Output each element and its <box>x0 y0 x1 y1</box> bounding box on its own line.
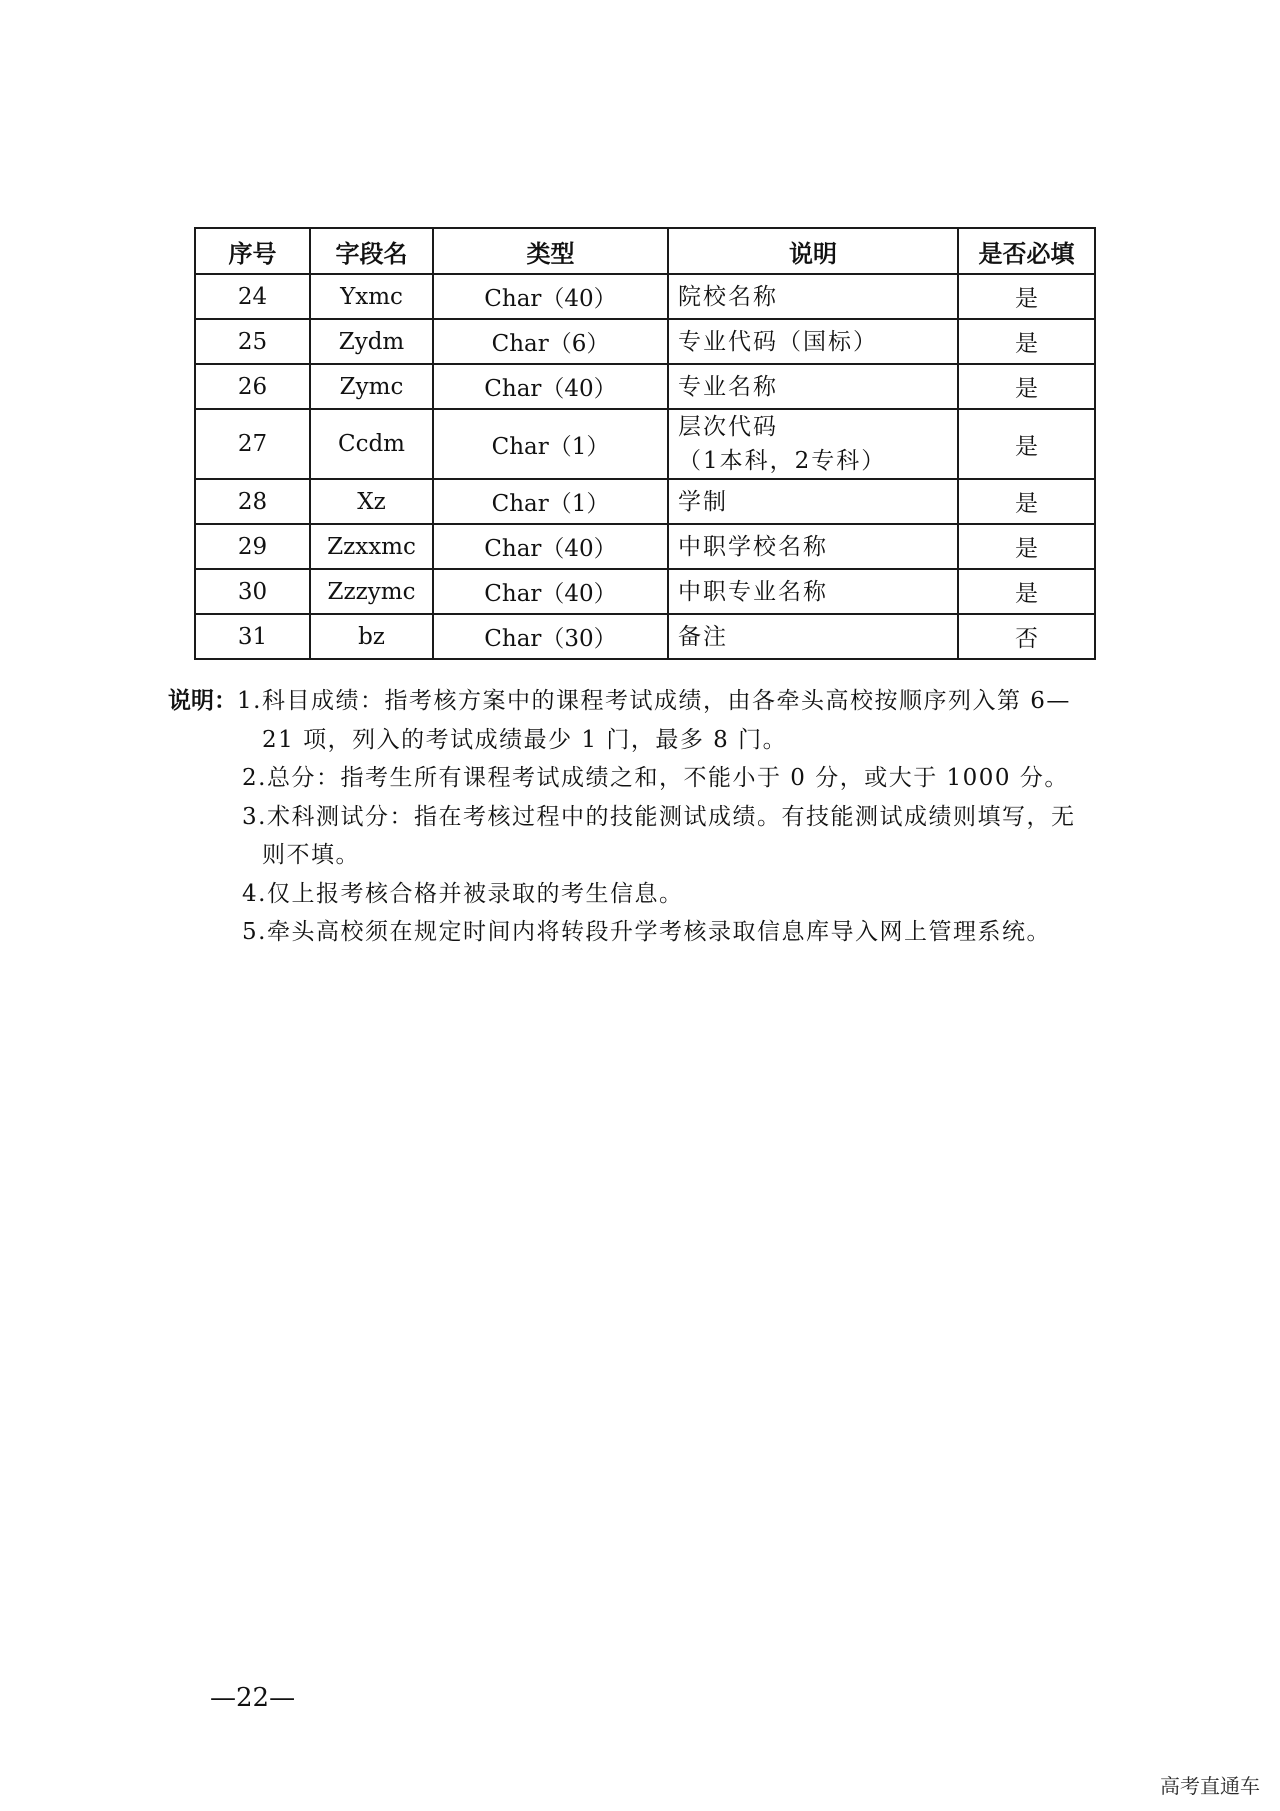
note-item-3: 3.术科测试分：指在考核过程中的技能测试成绩。有技能测试成绩则填写，无 <box>242 803 1076 830</box>
cell-desc <box>668 274 958 319</box>
cell-field: Yxmc <box>310 274 433 319</box>
note-item-5: 5.牵头高校须在规定时间内将转段升学考核录取信息库导入网上管理系统。 <box>242 919 1051 945</box>
watermark: 高考直通车 <box>1160 1774 1260 1798</box>
cell-field: Zymc <box>310 364 433 409</box>
cell-required: 是 <box>958 409 1095 479</box>
cell-desc <box>668 479 958 524</box>
table-row <box>195 319 1095 364</box>
cell-field: Zzxxmc <box>310 524 433 569</box>
note-text: 1.科目成绩：指考核方案中的课程考试成绩，由各牵头高校按顺序列入第 6— <box>237 688 1071 714</box>
cell-desc <box>668 614 958 659</box>
table-row <box>195 524 1095 569</box>
cell-desc <box>668 524 958 569</box>
page-number: —22— <box>210 1683 296 1713</box>
cell-no: 30 <box>195 569 310 614</box>
table-row <box>195 274 1095 319</box>
table-row <box>195 569 1095 614</box>
cell-field: Xz <box>310 479 433 524</box>
cell-no: 25 <box>195 319 310 364</box>
cell-desc <box>668 409 958 479</box>
cell-no: 28 <box>195 479 310 524</box>
note-item-3-cont: 则不填。 <box>262 842 360 868</box>
cell-desc-line: 专业代码（国标） <box>678 328 878 355</box>
cell-desc <box>668 569 958 614</box>
cell-desc-line: 中职专业名称 <box>678 578 828 605</box>
table-row <box>195 614 1095 659</box>
cell-desc-line: 学制 <box>678 488 728 515</box>
cell-no: 26 <box>195 364 310 409</box>
notes-label: 说明： <box>168 688 237 714</box>
table-row <box>195 364 1095 409</box>
header-field: 字段名 <box>310 228 433 274</box>
header-type: 类型 <box>433 228 668 274</box>
cell-desc <box>668 319 958 364</box>
cell-desc-line: 中职学校名称 <box>678 533 828 560</box>
cell-type: Char（40） <box>433 524 668 569</box>
cell-field: bz <box>310 614 433 659</box>
header-required: 是否必填 <box>958 228 1095 274</box>
header-no: 序号 <box>195 228 310 274</box>
cell-type: Char（40） <box>433 274 668 319</box>
cell-no: 27 <box>195 409 310 479</box>
note-item-2: 2.总分：指考生所有课程考试成绩之和，不能小于 0 分，或大于 1000 分。 <box>242 765 1069 791</box>
cell-no: 24 <box>195 274 310 319</box>
cell-desc-line: 层次代码 <box>678 414 778 440</box>
cell-required: 是 <box>958 524 1095 569</box>
cell-required: 是 <box>958 364 1095 409</box>
notes-section <box>168 682 1128 952</box>
cell-desc-line: 院校名称 <box>678 283 778 310</box>
cell-field: Zzzymc <box>310 569 433 614</box>
cell-required: 否 <box>958 614 1095 659</box>
table-header-row <box>195 228 1095 274</box>
cell-required: 是 <box>958 274 1095 319</box>
cell-type: Char（40） <box>433 364 668 409</box>
note-item-4: 4.仅上报考核合格并被录取的考生信息。 <box>242 880 684 907</box>
cell-desc-line: （1本科，2专科） <box>678 448 887 474</box>
cell-type: Char（40） <box>433 569 668 614</box>
cell-no: 31 <box>195 614 310 659</box>
cell-type: Char（6） <box>433 319 668 364</box>
header-desc: 说明 <box>668 228 958 274</box>
cell-desc-line: 专业名称 <box>678 373 778 400</box>
cell-type: Char（1） <box>433 409 668 479</box>
cell-desc <box>668 364 958 409</box>
table-row <box>195 409 1095 479</box>
table-row <box>195 479 1095 524</box>
cell-type: Char（1） <box>433 479 668 524</box>
cell-field: Ccdm <box>310 409 433 479</box>
cell-required: 是 <box>958 569 1095 614</box>
note-item-1 <box>168 682 1128 721</box>
cell-required: 是 <box>958 319 1095 364</box>
cell-type: Char（30） <box>433 614 668 659</box>
cell-required: 是 <box>958 479 1095 524</box>
cell-field: Zydm <box>310 319 433 364</box>
field-table <box>194 227 1096 660</box>
cell-desc-line: 备注 <box>678 623 728 650</box>
cell-no: 29 <box>195 524 310 569</box>
note-item-1-cont: 21 项，列入的考试成绩最少 1 门，最多 8 门。 <box>262 726 788 753</box>
